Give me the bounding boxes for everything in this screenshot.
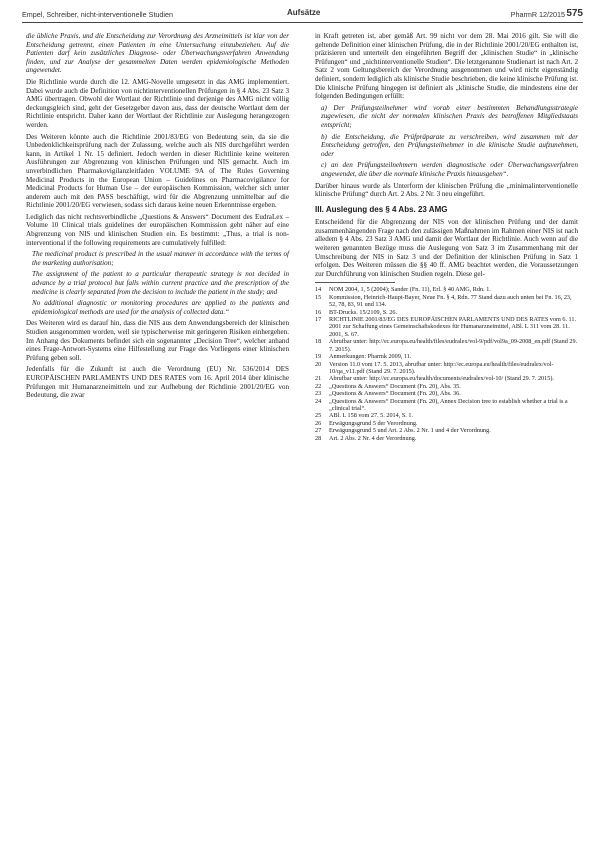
paragraph: Des Weiteren könnte auch die Richtlinie 2001/83/EG von Bedeutung sein, da sie die Unbedenklichkeitsprüfung nach der Zulassung, welche auch als NIS durchgeführt werden kann, in Artikel 1 Nr. 15 definiert. Jedoch werden in dieser Richtlinie keine weiteren Ausführungen zur Abgrenzung von klinischen Prüfungen und NIS gemacht. Auch im unverbindlichen Pharmakovigilanzleitfaden VOLUME 9A of The Rules Governing Medicinal Products in the European Union – Guidelines on Pharmacovigilance for Medicinal Products for Human Use – der europäischen Kommission, welcher sich unter anderem auch mit den PASS beschäftigt, wird für die Abgrenzung unmittelbar auf die Richtlinie 2001/20/EG verwiesen, sodass sich daraus keine neuen Erkenntnisse ergeben. — [26, 132, 289, 210]
page-number: 575 — [566, 8, 583, 19]
running-head-section: Aufsätze — [287, 8, 321, 17]
footnote — [315, 286, 578, 293]
footnote-number: 24 — [315, 397, 322, 405]
right-column — [315, 32, 578, 442]
footnote — [315, 427, 578, 434]
footnote — [315, 435, 578, 442]
footnote — [315, 383, 578, 390]
footnote-text: Anmerkungen: Pharmk 2009, 11. — [329, 353, 412, 361]
running-head-authors: Empel, Schreiber, nicht-interventionelle Studien — [22, 10, 174, 19]
paragraph: The medicinal product is prescribed in the usual manner in accordance with the terms of the marketing authorisation; — [32, 250, 289, 267]
paragraph: die übliche Praxis, und die Entscheidung zur Verordnung des Arzneimittels ist klar von der Entscheidung getrennt, einen Patienten in eine Untersuchung einzubeziehen. Auf die Patienten darf kein zusätzliches Diagnose- oder Überwachungsverfahren Anwendung finden, und zur Analyse der gesammelten Daten werden epidemiologische Methoden angewendet. — [26, 32, 289, 75]
paragraph: Jedenfalls für die Zukunft ist auch die Verordnung (EU) Nr. 536/2014 DES EUROPÄISCHEN PARLAMENTS UND DES RATES vom 16. April 2014 über klinische Prüfungen mit Humanarzneimitteln und zur Aufhebung der Richtlinie 2001/20/EG von Bedeutung, die zwar — [26, 365, 289, 400]
footnote-number: 19 — [315, 353, 322, 361]
footnote-number: 16 — [315, 308, 322, 316]
footnote — [315, 398, 578, 413]
paragraph: b) die Entscheidung, die Prüfpräparate zu verschreiben, wird zusammen mit der Entscheidung getroffen, den Prüfungsteilnehmer in die klinische Studie aufzunehmen, oder — [321, 132, 578, 158]
footnote-number: 26 — [315, 419, 322, 427]
footnote-rule — [315, 282, 395, 283]
footnote-number: 17 — [315, 316, 322, 324]
footnote-text: Art. 2 Abs. 2 Nr. 4 der Verordnung. — [329, 434, 417, 442]
footnote-number: 23 — [315, 390, 322, 398]
footnote-number: 18 — [315, 338, 322, 346]
footnote-number: 22 — [315, 382, 322, 390]
footnote-number: 14 — [315, 286, 322, 294]
footnote — [315, 375, 578, 382]
footnote-text: Abrufbar unter: http://ec.europa.eu/health/documents/eudralex/vol-10/ (Stand 29. 7. 2015). — [329, 375, 554, 383]
footnote-number: 15 — [315, 293, 322, 301]
footnote-text: RICHTLINIE 2001/83/EG DES EUROPÄISCHEN PARLAMENTS UND DES RATES vom 6. 11. 2001 zur Schaffung eines Gemeinschaftskodexes für Humanarzneimittel, ABl. L 311 vom 28. 11. 2001, S. 67. — [329, 316, 577, 338]
page-header — [22, 6, 583, 26]
footnote-text: Kommission, Heinrich-Haupt-Bayer, Neue Fn. § 4, Rdn. 77 Stand dazu auch unten bei Fn. 16, 23, 52, 78, 83, 91 und 134. — [329, 293, 572, 309]
footnote-text: ABl. L 158 vom 27. 5. 2014, S. 1. — [329, 412, 413, 420]
paragraph: The assignment of the patient to a particular therapeutic strategy is not decided in advance by a trial protocol but falls within current practice and the prescription of the medicine is clearly separated from the decision to include the patient in the study; and — [32, 270, 289, 296]
journal-issue: PharmR 12/2015 — [510, 10, 565, 19]
footnote-text: „Questions & Answers“ Document (Fn. 20), Abs. 36. — [329, 390, 461, 398]
paragraph: a) Der Prüfungsteilnehmer wird vorab einer bestimmten Behandlungsstrategie zugewiesen, die nicht der normalen klinischen Praxis des betroffenen Mitgliedstaats entspricht; — [321, 103, 578, 129]
header-rule — [22, 22, 583, 23]
footnote-text: „Questions & Answers“ Document (Fn. 20), Annex Decision tree to establish whether a trial is a „clinical trial“. — [329, 397, 568, 412]
footnote — [315, 338, 578, 353]
footnote — [315, 390, 578, 397]
paragraph: Darüber hinaus wurde als Unterform der klinischen Prüfung die „minimalinterventionelle klinische Prüfung“ durch Art. 2 Abs. 2 Nr. 3 neu eingeführt. — [315, 181, 578, 199]
footnote — [315, 309, 578, 316]
footnote-text: Erwägungsgrund 5 der Verordnung. — [329, 419, 418, 427]
footnote-text: NOM 2004, 1, 5 (2004); Sander (Fn. 11), Erl. § 40 AMG, Rdn. 1. — [329, 286, 491, 294]
paragraph: in Kraft getreten ist, aber gemäß Art. 99 nicht vor dem 28. Mai 2016 gilt. Sie will die geltende Definition einer klinischen Prüfung, die in der Richtlinie 2001/20/EG enthalten ist, präzisieren und unterteilt den eingeführten Begriff der „klinischen Studie“ in „klinische Prüfungen“ und „nichtinterventionelle Studien“. Die letztgenannte Studienart ist nach Art. 2 Satz 2 vom Geltungsbereich der Verordnung ausgenommen und wird nicht eigenständig definiert, sondern lediglich als klinische Studie beschrieben, die keine klinische Prüfung ist. Die klinische Prüfung hingegen ist definiert als „klinische Studie, die mindestens eine der folgenden Bedingungen erfüllt: — [315, 32, 578, 101]
footnote — [315, 316, 578, 338]
footnote-number: 27 — [315, 427, 322, 435]
paragraph: Lediglich das nicht rechtsverbindliche „Questions & Answers“ Document des EudraLex – Volume 10 Clinical trials guidelines der europäischen Kommission geht näher auf eine Abgrenzung von NIS und klinischen Studien ein. Es bestimmt: „Thus, a trial is non-interventional if the following requirements are cumulatively fulfilled: — [26, 212, 289, 247]
footnote-text: Abrufbar unter: http://ec.europa.eu/health/files/eudralex/vol-9/pdf/vol9a_09-2008_en.pdf (Stand 29. 7. 2015). — [329, 338, 578, 353]
paragraph: Des Weiteren wird es darauf hin, dass die NIS aus dem Anwendungsbereich der klinischen Studien ausgenommen worden, weil sie typischerweise mit geringeren Risiken einhergehen. Im Anhang des Dokuments befindet sich ein sogenannter „Decision Tree“, welcher anhand eines Frage-Antwort-Systems eine Hilfestellung zur Frage des Vorliegens einer klinischen Prüfung geben soll. — [26, 319, 289, 362]
footnote-number: 25 — [315, 412, 322, 420]
section-heading: III. Auslegung des § 4 Abs. 23 AMG — [315, 204, 448, 214]
footnote-number: 20 — [315, 360, 322, 368]
left-column — [26, 32, 289, 403]
footnote — [315, 412, 578, 419]
paragraph: Die Richtlinie wurde durch die 12. AMG-Novelle umgesetzt in das AMG implementiert. Dabei wurde auch die Definition von nichtinterventionellen Prüfungen in § 4 Abs. 23 Satz 3 AMG übertragen. Obwohl der Wortlaut der Richtlinie und derjenige des AMG nicht völlig deckungsgleich sind, geht der Gesetzgeber davon aus, dass der deutsche Wortlaut dem der Richtlinie entspricht. Daher kann der Wortlaut der Richtlinie zur Auslegung herangezogen werden. — [26, 77, 289, 129]
footnote — [315, 420, 578, 427]
footnote-text: Version 11.0 vom 17. 5. 2013, abrufbar unter: http://ec.europa.eu/health/files/eudralex/vol-10/qa_v11.pdf (Stand 29. 7. 2015). — [329, 360, 554, 375]
footnote — [315, 294, 578, 309]
footnote-number: 28 — [315, 434, 322, 442]
paragraph: c) an den Prüfungsteilnehmern werden diagnostische oder Überwachungsverfahren angewendet, die über die normale klinische Praxis hinausgehen“. — [321, 161, 578, 178]
footnote — [315, 361, 578, 376]
paragraph: Entscheidend für die Abgrenzung der NIS von der klinischen Prüfung und der damit zusammenhängenden Frage nach den zulässigen Maßnahmen im Rahmen einer NIS ist nach alledem § 4 Abs. 23 Satz 3 AMG und damit der Wortlaut der Richtlinie. Auch wenn auf die weiteren genannten Bezüge muss die Auslegung von Satz 3 im Zusammenhang mit der Umschreibung der NIS in Satz 3 und der Definition der klinischen Prüfung in Satz 1 erfolgen. Des Weiteren müssen die §§ 40 ff. AMG beachtet werden, die Voraussetzungen zur Durchführung von klinischen Studien regeln. Diese gel- — [315, 218, 578, 278]
footnote-number: 21 — [315, 375, 322, 383]
footnote — [315, 353, 578, 360]
footnote-text: BT-Drucks. 15/2109, S. 26. — [329, 308, 398, 316]
paragraph: No additional diagnostic or monitoring procedures are applied to the patients and epidemiological methods are used for the analysis of collected data.“ — [32, 299, 289, 316]
footnote-text: „Questions & Answers“ Document (Fn. 20), Abs. 35. — [329, 382, 461, 390]
footnote-text: Erwägungsgrund 5 und Art. 2 Abs. 2 Nr. 1 und 4 der Verordnung. — [329, 427, 491, 435]
